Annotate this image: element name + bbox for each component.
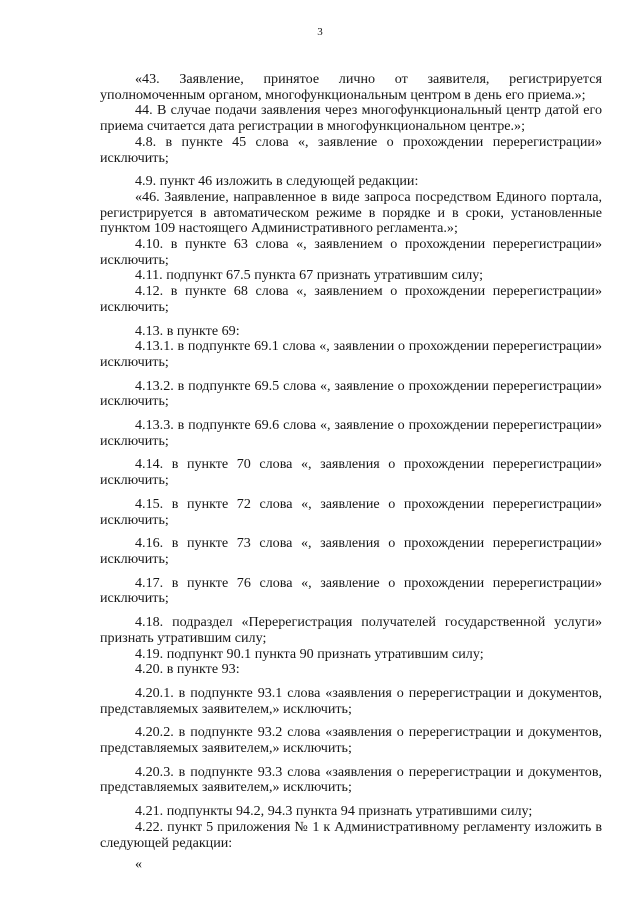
paragraph-4-13-1: 4.13.1. в подпункте 69.1 слова «, заявлении о прохождении перерегистрации» исключить;: [100, 338, 602, 370]
paragraph-4-20-1: 4.20.1. в подпункте 93.1 слова «заявления о перерегистрации и документов, представляемых заявителем,» исключить;: [100, 684, 602, 717]
paragraph-43: «43. Заявление, принятое лично от заявителя, регистрируется уполномоченным органом, многофункциональным центром в день его приема.»;: [100, 71, 602, 103]
paragraph-4-13-2: 4.13.2. в подпункте 69.5 слова «, заявление о прохождении перерегистрации» исключить;: [100, 377, 602, 410]
paragraph-4-14: 4.14. в пункте 70 слова «, заявления о прохождении перерегистрации» исключить;: [100, 456, 602, 489]
paragraph-4-20: 4.20. в пункте 93:: [135, 661, 240, 678]
paragraph-4-12: 4.12. в пункте 68 слова «, заявлением о прохождении перерегистрации» исключить;: [100, 283, 602, 315]
paragraph-44: 44. В случае подачи заявления через многофункциональный центр датой его приема считается дата регистрации в многофункциональном центре.»;: [100, 102, 602, 135]
document-body: [100, 72, 602, 873]
opening-quote-mark: «: [135, 856, 143, 873]
paragraph-4-22: 4.22. пункт 5 приложения № 1 к Административному регламенту изложить в следующей редакции:: [100, 818, 602, 851]
paragraph-4-15: 4.15. в пункте 72 слова «, заявление о прохождении перерегистрации» исключить;: [100, 495, 602, 528]
paragraph-4-19: 4.19. подпункт 90.1 пункта 90 признать утратившим силу;: [135, 645, 484, 662]
paragraph-4-8: 4.8. в пункте 45 слова «, заявление о прохождении перерегистрации» исключить;: [100, 133, 602, 166]
paragraph-4-20-2: 4.20.2. в подпункте 93.2 слова «заявления о перерегистрации и документов, представляемых заявителем,» исключить;: [100, 724, 602, 757]
paragraph-4-13: 4.13. в пункте 69:: [135, 322, 240, 339]
paragraph-4-10: 4.10. в пункте 63 слова «, заявлением о прохождении перерегистрации» исключить;: [100, 236, 602, 268]
paragraph-4-13-3: 4.13.3. в подпункте 69.6 слова «, заявление о прохождении перерегистрации» исключить;: [100, 417, 602, 449]
paragraph-4-16: 4.16. в пункте 73 слова «, заявления о прохождении перерегистрации» исключить;: [100, 535, 602, 567]
paragraph-4-18: 4.18. подраздел «Перерегистрация получателей государственной услуги» признать утратившим силу;: [100, 614, 602, 646]
paragraph-4-17: 4.17. в пункте 76 слова «, заявление о прохождении перерегистрации» исключить;: [100, 574, 602, 607]
paragraph-4-20-3: 4.20.3. в подпункте 93.3 слова «заявления о перерегистрации и документов, представляемых заявителем,» исключить;: [100, 763, 602, 796]
paragraph-4-21: 4.21. подпункты 94.2, 94.3 пункта 94 признать утратившими силу;: [135, 803, 533, 820]
paragraph-4-11: 4.11. подпункт 67.5 пункта 67 признать утратившим силу;: [135, 267, 484, 284]
paragraph-4-9: 4.9. пункт 46 изложить в следующей редакции:: [135, 173, 419, 190]
page-number: 3: [317, 26, 323, 38]
paragraph-46: «46. Заявление, направленное в виде запроса посредством Единого портала, регистрируется в автоматическом режиме в порядке и в сроки, установленные пунктом 109 настоящего Административного регламента.»;: [100, 188, 602, 237]
